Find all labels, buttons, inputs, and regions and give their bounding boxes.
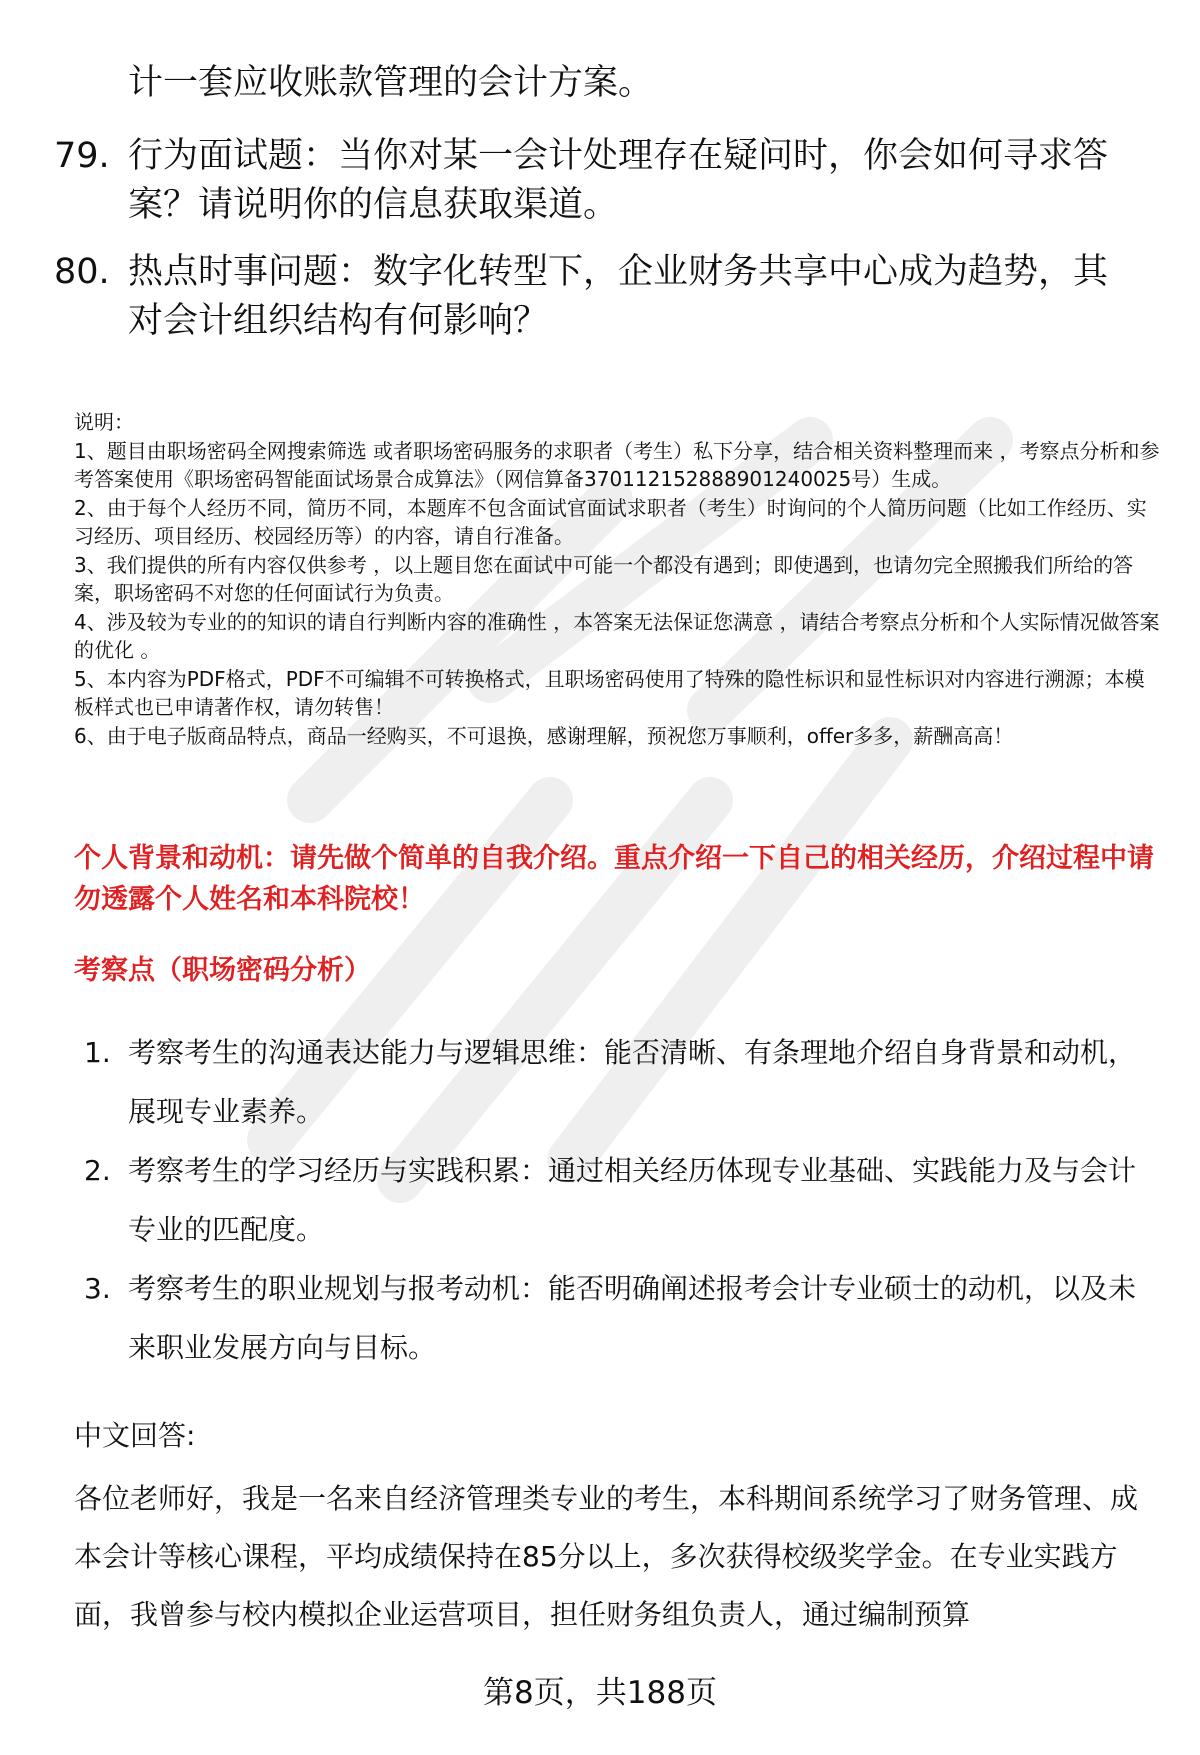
interview-question-heading: 个人背景和动机：请先做个简单的自我介绍。重点介绍一下自己的相关经历，介绍过程中请勿透露个人姓名和本科院校！ [74,843,1154,915]
answer-text: 各位老师好，我是一名来自经济管理类专业的考生，本科期间系统学习了财务管理、成本会计等核心课程，平均成绩保持在85分以上，多次获得校级奖学金。在专业实践方面，我曾参与校内模拟企业运营项目，担任财务组负责人，通过编制预算 [74,1482,1139,1631]
question-number: 79. [54,136,110,176]
point-text: 考察考生的职业规划与报考动机：能否明确阐述报考会计专业硕士的动机，以及未来职业发展方向与目标。 [128,1272,1137,1364]
note-item: 1、题目由职场密码全网搜索筛选 或者职场密码服务的求职者（考生）私下分享，结合相关资料整理而来 ，考察点分析和参考答案使用《职场密码智能面试场景合成算法》（网信算备370112152888901240025号）生成。 [74,439,1160,491]
point-number: 2. [84,1154,111,1187]
note-item: 4、涉及较为专业的的知识的请自行判断内容的准确性 ，本答案无法保证您满意 ，请结合考察点分析和个人实际情况做答案的优化 。 [74,610,1160,662]
point-number: 3. [84,1272,111,1305]
point-number: 1. [84,1036,111,1069]
analysis-point [84,1259,1164,1377]
question-item [54,132,1154,230]
question-number: 80. [54,252,110,292]
point-text: 考察考生的学习经历与实践积累：通过相关经历体现专业基础、实践能力及与会计专业的匹配度。 [128,1154,1137,1246]
point-text: 考察考生的沟通表达能力与逻辑思维：能否清晰、有条理地介绍自身背景和动机，展现专业素养。 [128,1036,1137,1128]
note-item: 5、本内容为PDF格式，PDF不可编辑不可转换格式，且职场密码使用了特殊的隐性标识和显性标识对内容进行溯源；本模板样式也已申请著作权，请勿转售！ [74,667,1145,719]
question-continuation: 计一套应收账款管理的会计方案。 [128,63,654,103]
note-item: 3、我们提供的所有内容仅供参考 ，以上题目您在面试中可能一个都没有遇到；即使遇到，也请勿完全照搬我们所给的答案，职场密码不对您的任何面试行为负责。 [74,553,1134,605]
page-footer: 第8页，共188页 [483,1675,717,1711]
note-item: 2、由于每个人经历不同，简历不同，本题库不包含面试官面试求职者（考生）时询问的个人简历问题（比如工作经历、实习经历、项目经历、校园经历等）的内容，请自行准备。 [74,496,1147,548]
notes-section [74,408,1162,751]
question-text: 行为面试题：当你对某一会计处理存在疑问时，你会如何寻求答案？请说明你的信息获取渠道。 [128,136,1109,225]
question-item [54,248,1154,346]
note-item: 6、由于电子版商品特点，商品一经购买，不可退换，感谢理解，预祝您万事顺利，offer多多，薪酬高高！ [74,724,1014,748]
notes-heading: 说明： [74,410,134,434]
analysis-heading: 考察点（职场密码分析） [74,955,371,986]
answer-label: 中文回答: [74,1419,196,1452]
analysis-list [84,1023,1164,1377]
analysis-point [84,1141,1164,1259]
question-text: 热点时事问题：数字化转型下，企业财务共享中心成为趋势，其对会计组织结构有何影响？ [128,252,1109,341]
analysis-point [84,1023,1164,1141]
